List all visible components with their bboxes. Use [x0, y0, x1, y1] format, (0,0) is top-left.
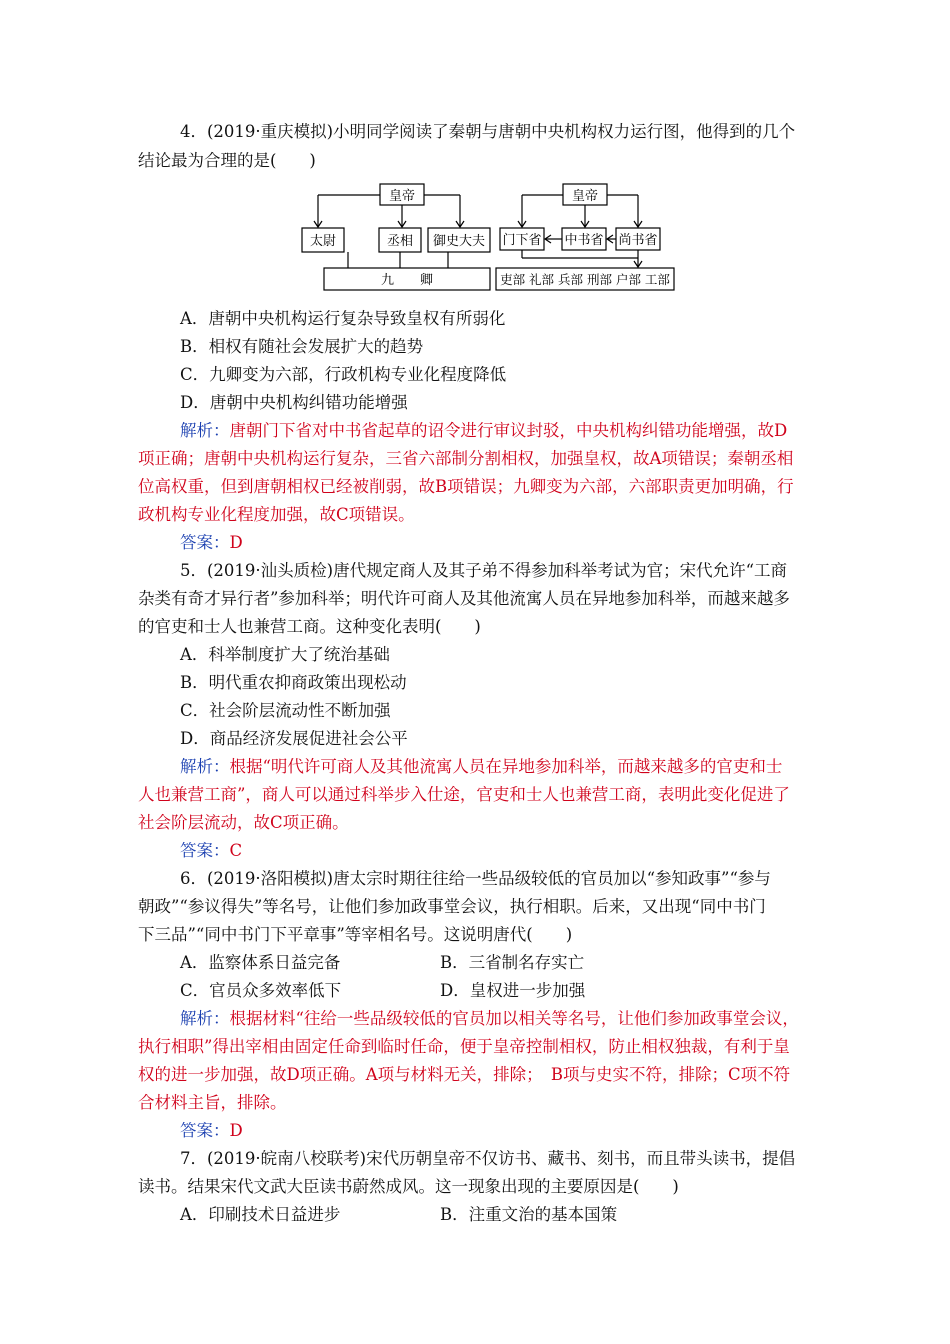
- qin-bottom-label: 九 卿: [380, 273, 434, 288]
- q6-answer-value: D: [229, 1121, 243, 1140]
- tang-emperor-label: 皇帝: [571, 189, 599, 204]
- tang-box-3-label: 尚书省: [618, 233, 658, 248]
- q5-answer-value: C: [229, 841, 243, 860]
- q7-stem-line-1: 7．(2019·皖南八校联考)宋代历朝皇帝不仅访书、藏书、刻书，而且带头读书，提倡: [180, 1149, 796, 1168]
- q5-option-d: D．商品经济发展促进社会公平: [180, 729, 408, 748]
- q5-answer: [180, 837, 860, 865]
- q5-option-b: B．明代重农抑商政策出现松动: [180, 673, 407, 692]
- q6-option-b: B．三省制名存实亡: [440, 953, 585, 972]
- q6-answer-label: 答案：: [180, 1121, 230, 1140]
- qin-emperor-label: 皇帝: [388, 189, 416, 204]
- tang-box-1-label: 门下省: [502, 233, 542, 248]
- qin-box-3-label: 御史大夫: [432, 234, 486, 249]
- q5-analysis-line-1: 解析：根据“明代许可商人及其他流寓人员在异地参加科举，而越来越多的官吏和士: [180, 757, 783, 776]
- q4-answer-value: D: [229, 533, 243, 552]
- q5-analysis-line-2: 人也兼营工商”，商人可以通过科举步入仕途，官吏和士人也兼营工商，表明此变化促进了: [138, 785, 790, 804]
- q4-option-d: D．唐朝中央机构纠错功能增强: [180, 393, 408, 412]
- q4-option-c: C．九卿变为六部，行政机构专业化程度降低: [180, 365, 507, 384]
- qin-box-2-label: 丞相: [386, 234, 414, 249]
- q5-stem-line-2: 杂类有奇才异行者”参加科举；明代许可商人及其他流寓人员在异地参加科举，而越来越多: [138, 589, 790, 608]
- q7-option-b: B．注重文治的基本国策: [440, 1205, 618, 1224]
- tang-bottom-label: 吏部 礼部 兵部 刑部 户部 工部: [500, 272, 670, 287]
- q5-option-a: A．科举制度扩大了统治基础: [180, 645, 390, 664]
- q4-option-a: A．唐朝中央机构运行复杂导致皇权有所弱化: [180, 309, 506, 328]
- q5-stem-line-3: 的官吏和士人也兼营工商。这种变化表明( ): [138, 617, 481, 636]
- q5-stem-line-1: 5．(2019·汕头质检)唐代规定商人及其子弟不得参加科举考试为官；宋代允许“工商: [180, 561, 788, 580]
- tang-box-2-label: 中书省: [564, 233, 604, 248]
- q6-option-c: C．官员众多效率低下: [180, 981, 342, 1000]
- q6-analysis-line-2: 执行相职”得出宰相由固定任命到临时任命，便于皇帝控制相权，防止相权独裁，有利于皇: [138, 1037, 790, 1056]
- q6-stem-line-1: 6．(2019·洛阳模拟)唐太宗时期往往给一些品级较低的官员加以“参知政事”“参与: [180, 869, 771, 888]
- q4-answer-label: 答案：: [180, 533, 230, 552]
- q6-stem-line-3: 下三品”“同中书门下平章事”等宰相名号。这说明唐代( ): [138, 925, 573, 944]
- qin-box-1-label: 太尉: [309, 234, 337, 249]
- q6-analysis-line-1: 解析：根据材料“往给一些品级较低的官员加以相关等名号，让他们参加政事堂会议，: [180, 1009, 799, 1028]
- q4-analysis-label: 解析：: [180, 421, 230, 440]
- q5-analysis-label: 解析：: [180, 757, 230, 776]
- q7-stem-line-2: 读书。结果宋代文武大臣读书蔚然成风。这一现象出现的主要原因是( ): [138, 1177, 679, 1196]
- q6-analysis-line-4: 合材料主旨，排除。: [138, 1093, 287, 1112]
- q6-option-d: D．皇权进一步加强: [440, 981, 586, 1000]
- q6-stem-line-2: 朝政”“参议得失”等名号，让他们参加政事堂会议，执行相职。后来，又出现“同中书门: [138, 897, 766, 916]
- q4-stem-line-1: 4．(2019·重庆模拟)小明同学阅读了秦朝与唐朝中央机构权力运行图，他得到的几个: [180, 122, 796, 141]
- q5-answer-label: 答案：: [180, 841, 230, 860]
- q6-analysis-label: 解析：: [180, 1009, 230, 1028]
- q4-analysis-line-4: 政机构专业化程度加强，故C项错误。: [138, 505, 415, 524]
- q4-stem-line-2: 结论最为合理的是( ): [138, 151, 316, 170]
- q6-option-a: A．监察体系日益完备: [180, 953, 341, 972]
- q4-answer: [180, 529, 860, 557]
- q4-analysis-line-2: 项正确；唐朝中央机构运行复杂，三省六部制分割相权，加强皇权，故A项错误；秦朝丞相: [138, 449, 794, 468]
- q4-diagram: [300, 180, 690, 292]
- q6-analysis-line-3: 权的进一步加强，故D项正确。A项与材料无关，排除； B项与史实不符，排除；C项不符: [138, 1065, 791, 1084]
- q4-option-b: B．相权有随社会发展扩大的趋势: [180, 337, 424, 356]
- q7-option-a: A．印刷技术日益进步: [180, 1205, 341, 1224]
- q5-analysis-line-3: 社会阶层流动，故C项正确。: [138, 813, 349, 832]
- q4-analysis-line-1: 解析：唐朝门下省对中书省起草的诏令进行审议封驳，中央机构纠错功能增强，故D: [180, 421, 788, 440]
- q5-option-c: C．社会阶层流动性不断加强: [180, 701, 391, 720]
- q4-analysis-line-3: 位高权重，但到唐朝相权已经被削弱，故B项错误；九卿变为六部，六部职责更加明确，行: [138, 477, 794, 496]
- q6-answer: [180, 1117, 860, 1145]
